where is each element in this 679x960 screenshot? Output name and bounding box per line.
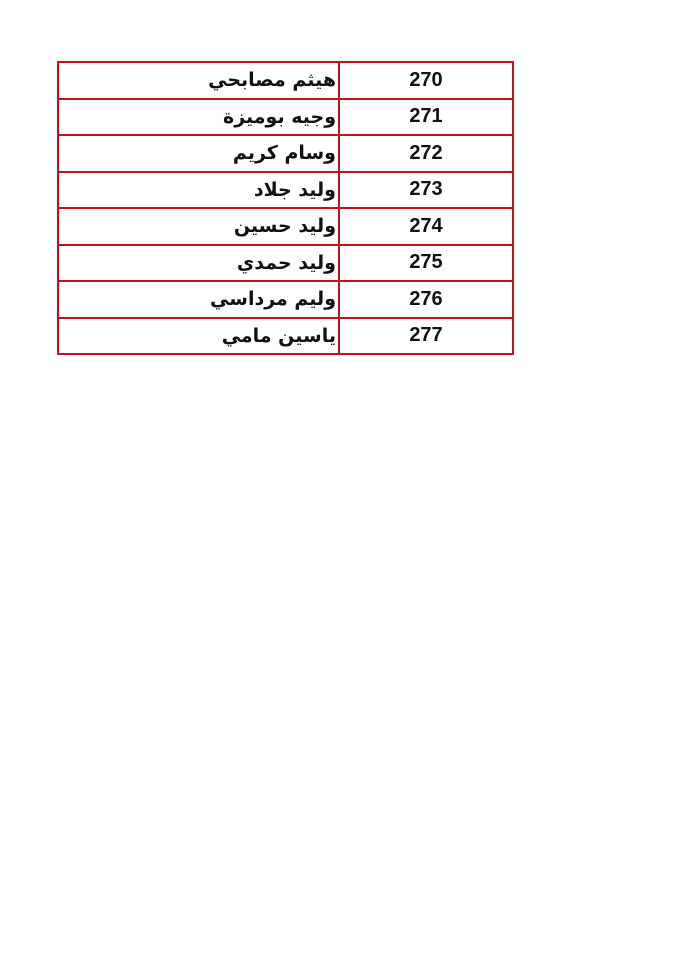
number-cell: 273: [339, 172, 513, 209]
table-row: [58, 281, 513, 318]
name-cell: وليم مرداسي: [58, 281, 339, 318]
number-cell: 277: [339, 318, 513, 355]
name-cell: وجيه بوميزة: [58, 99, 339, 136]
table-row: [58, 318, 513, 355]
number-cell: 270: [339, 62, 513, 99]
names-table: [57, 61, 514, 355]
name-cell: هيثم مصابحي: [58, 62, 339, 99]
name-cell: وليد حمدي: [58, 245, 339, 282]
table-row: [58, 172, 513, 209]
table-row: [58, 99, 513, 136]
table-row: [58, 135, 513, 172]
number-cell: 271: [339, 99, 513, 136]
number-cell: 274: [339, 208, 513, 245]
number-cell: 275: [339, 245, 513, 282]
name-cell: وليد جلاد: [58, 172, 339, 209]
names-table-body: [58, 62, 513, 354]
name-cell: وسام كريم: [58, 135, 339, 172]
table-row: [58, 245, 513, 282]
table-row: [58, 208, 513, 245]
number-cell: 272: [339, 135, 513, 172]
name-cell: وليد حسين: [58, 208, 339, 245]
name-cell: ياسين مامي: [58, 318, 339, 355]
table-row: [58, 62, 513, 99]
number-cell: 276: [339, 281, 513, 318]
